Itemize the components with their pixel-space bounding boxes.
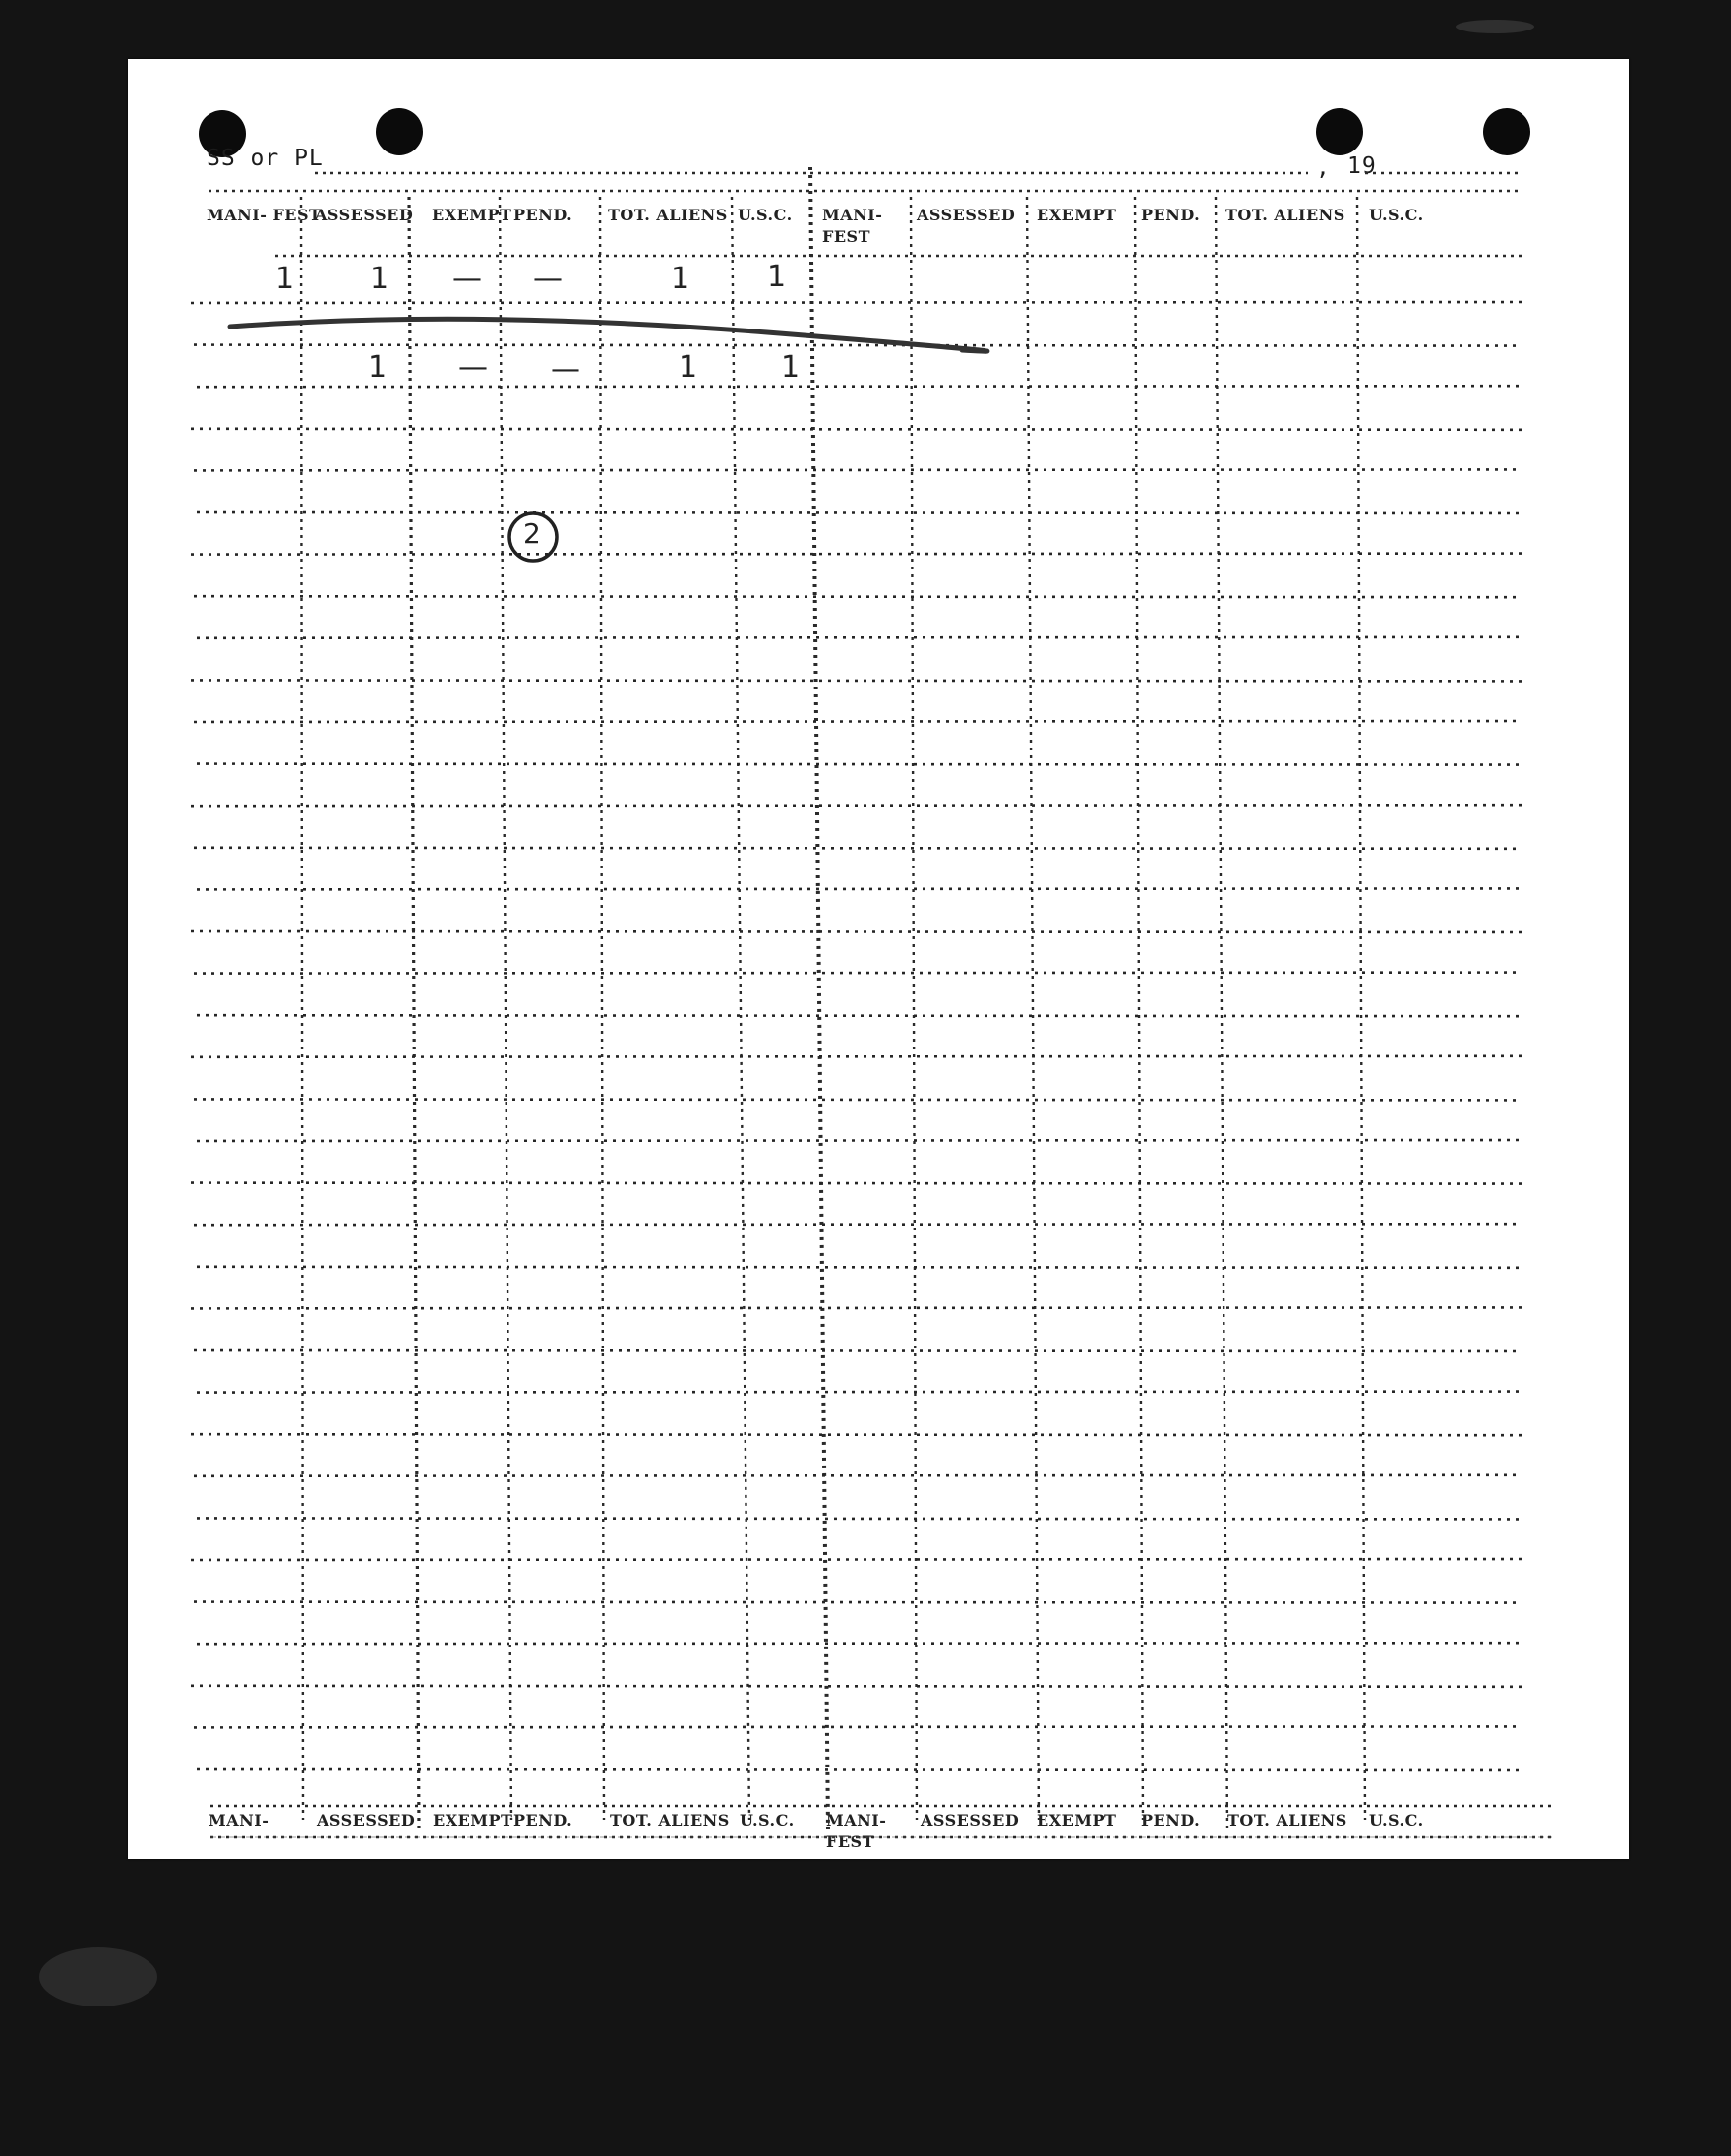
ledger-row-line	[191, 1056, 1524, 1057]
ledger-row-line	[191, 302, 1524, 303]
col-head-exempt-2: EXEMPT	[1037, 206, 1117, 224]
foot-head-exempt: EXEMPT	[433, 1811, 513, 1829]
foot-head-exempt-2: EXEMPT	[1037, 1811, 1117, 1829]
year-prefix: 19	[1347, 153, 1377, 179]
col-head-usc: U.S.C.	[738, 206, 793, 224]
ledger-row-line	[191, 554, 1524, 555]
ledger-row-line	[197, 512, 1519, 513]
ledger-row-line	[194, 1475, 1522, 1476]
hw-total-assessed: 1	[368, 350, 388, 385]
ledger-row-line	[194, 1224, 1522, 1225]
col-head-assessed: ASSESSED	[315, 206, 414, 224]
ledger-row-line	[194, 596, 1522, 597]
ledger-row-line	[191, 931, 1524, 932]
col-head-pend-2: PEND.	[1141, 206, 1201, 224]
ledger-row-line	[197, 386, 1519, 387]
ledger-row-line	[191, 1686, 1524, 1687]
hw-row1-pend: —	[533, 262, 563, 296]
foot-head-manifest: MANI-	[209, 1811, 269, 1829]
ledger-row-line	[197, 1267, 1519, 1268]
col-head-manifest-2: MANI- FEST	[822, 206, 883, 246]
ledger-row-line	[191, 1434, 1524, 1435]
ledger-row-line	[197, 1392, 1519, 1393]
scan-artifact	[1456, 20, 1534, 33]
ledger-row-line	[194, 848, 1522, 849]
ledger-row-line	[194, 1726, 1522, 1727]
ledger-row-line	[194, 721, 1522, 722]
ledger-row-line	[197, 764, 1519, 765]
foot-head-assessed-2: ASSESSED	[921, 1811, 1020, 1829]
foot-head-usc: U.S.C.	[740, 1811, 795, 1829]
ledger-row-line	[197, 1769, 1519, 1770]
hw-row1-manifest: 1	[275, 262, 295, 296]
ledger-row-line	[191, 1307, 1524, 1308]
handwritten-underline	[230, 319, 987, 351]
col-head-tot-aliens-2: TOT. ALIENS	[1225, 206, 1345, 224]
hw-total-pend: —	[551, 352, 580, 387]
hw-total-usc: 1	[781, 350, 801, 385]
ledger-row-line	[197, 1140, 1519, 1141]
hw-total-exempt: —	[458, 350, 488, 385]
foot-head-pend-2: PEND.	[1141, 1811, 1201, 1829]
ledger-row-line	[197, 888, 1519, 889]
foot-head-tot-aliens-2: TOT. ALIENS	[1227, 1811, 1347, 1829]
ledger-row-line	[197, 1518, 1519, 1519]
foot-head-assessed: ASSESSED	[317, 1811, 416, 1829]
foot-head-manifest-2: MANI- FEST	[826, 1811, 887, 1851]
hw-row1-assessed: 1	[370, 262, 389, 296]
col-head-pend: PEND.	[513, 206, 573, 224]
ledger-row-line	[191, 1559, 1524, 1560]
ledger-row-line	[194, 345, 1522, 346]
ledger-row-line	[194, 1602, 1522, 1603]
foot-head-pend: PEND.	[513, 1811, 573, 1829]
col-head-usc-2: U.S.C.	[1369, 206, 1424, 224]
col-head-manifest: MANI- FEST	[207, 206, 322, 224]
ledger-row-line	[191, 1183, 1524, 1184]
ledger-row-line	[191, 805, 1524, 806]
col-head-assessed-2: ASSESSED	[917, 206, 1016, 224]
ledger-row-line	[197, 1015, 1519, 1016]
ledger-row-line	[191, 429, 1524, 430]
ledger-row-line	[194, 469, 1522, 470]
hw-row1-usc: 1	[767, 260, 787, 294]
date-comma: ,	[1316, 155, 1331, 181]
ledger-row-line	[194, 1099, 1522, 1100]
scan-artifact	[39, 1947, 157, 2006]
ledger-row-line	[194, 1350, 1522, 1351]
hw-row1-tot-aliens: 1	[671, 262, 690, 296]
hw-total-tot-aliens: 1	[679, 350, 698, 385]
ship-label: SS or PL	[207, 146, 324, 171]
hw-circled-note: 2	[523, 517, 541, 550]
ledger-row-line	[197, 1643, 1519, 1644]
col-head-tot-aliens: TOT. ALIENS	[608, 206, 728, 224]
ledger-row-line	[197, 637, 1519, 638]
foot-head-tot-aliens: TOT. ALIENS	[610, 1811, 730, 1829]
ledger-row-line	[191, 680, 1524, 681]
form-sheet	[128, 59, 1629, 1859]
foot-head-usc-2: U.S.C.	[1369, 1811, 1424, 1829]
col-head-exempt: EXEMPT	[432, 206, 512, 224]
ledger-grid	[128, 59, 1629, 1859]
hw-row1-exempt: —	[452, 262, 482, 296]
ledger-row-line	[194, 973, 1522, 974]
